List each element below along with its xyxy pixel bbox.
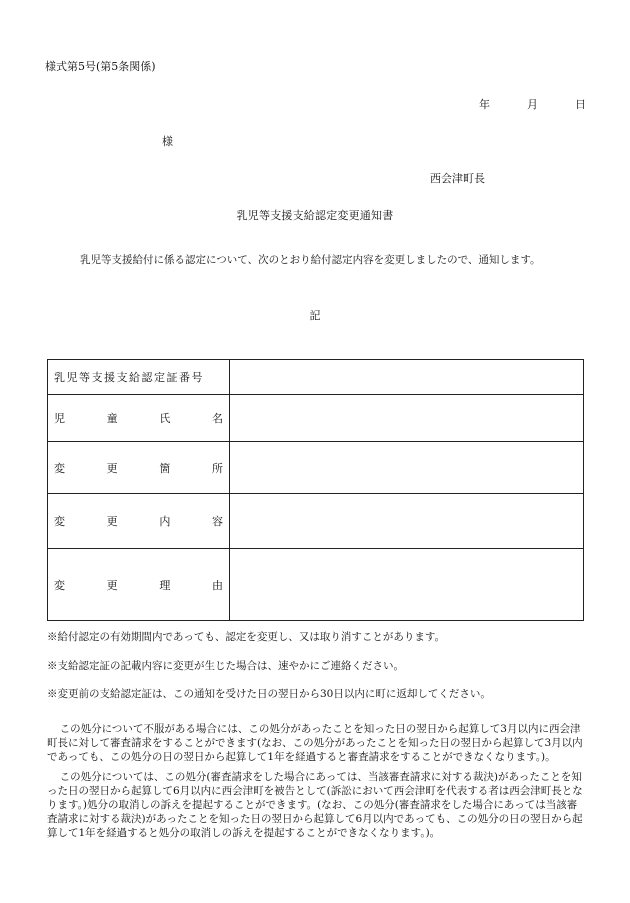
change-reason-field[interactable] (230, 549, 584, 621)
table-row (48, 395, 584, 442)
note-return: ※変更前の支給認定証は、この通知を受けた日の翌日から30日以内に町に返却してください。 (47, 688, 491, 700)
row-label-cell (48, 442, 230, 494)
appeal-review-paragraph: この処分について不服がある場合には、この処分があったことを知った日の翌日から起算して3月以内に西会津町長に対して審査請求をすることができます(なお、この処分があったことを知った日の翌日から起算して3月以内であっても、この処分の日の翌日から起算して1年を経過すると審査請求をすることができなくなります。)。 (47, 723, 583, 763)
change-content-label (54, 513, 223, 529)
label-char: 児 (54, 412, 65, 425)
note-validity: ※給付認定の有効期間内であっても、認定を変更し、又は取り消すことがあります。 (47, 631, 446, 643)
label-char: 童 (106, 412, 118, 425)
row-label-cell (48, 494, 230, 549)
sender-name: 西会津町長 (430, 172, 485, 185)
label-char: 所 (211, 461, 223, 475)
ki-heading: 記 (309, 309, 321, 322)
label-char: 変 (54, 515, 65, 528)
appeal-lawsuit-paragraph: この処分については、この処分(審査請求をした場合にあっては、当該審査請求に対する裁決)があったことを知った日の翌日から起算して6月以内に西会津町を被告として(訴訟において西会津町を代表する者は西会津町長となります。)処分の取消しの訴えを提起することができます。(なお、この処分(審査請求をした場合にあっては当該審査請求に対する裁決)があったことを知った日の翌日から起算して6月以内であっても、この処分の日の翌日から起算して1年を経過すると処分の取消しの訴えを提起することができなくなります。)。 (47, 771, 583, 839)
label-char: 変 (54, 578, 65, 592)
details-table (47, 359, 584, 621)
label-char: 箇 (159, 461, 171, 475)
row-label-cell (48, 395, 230, 442)
table-row (48, 494, 584, 549)
label-char: 内 (159, 515, 171, 528)
form-number: 様式第5号(第5条関係) (45, 60, 156, 73)
change-content-field[interactable] (230, 494, 584, 549)
label-char: 理 (159, 578, 171, 592)
change-location-label (54, 460, 223, 476)
label-char: 氏 (159, 412, 171, 425)
child-name-label (54, 410, 223, 426)
change-reason-label (54, 577, 223, 593)
child-name-field[interactable] (230, 395, 584, 442)
label-char: 更 (106, 578, 118, 592)
addressee-suffix: 様 (162, 135, 173, 148)
intro-text: 乳児等支援給付に係る認定について、次のとおり給付認定内容を変更しましたので、通知します。 (80, 254, 541, 266)
label-char: 変 (54, 461, 65, 475)
label-char: 容 (211, 515, 223, 528)
row-label-cell (48, 360, 230, 395)
table-row (48, 442, 584, 494)
date-month-label: 月 (527, 98, 538, 111)
label-char: 更 (106, 461, 118, 475)
table-row (48, 360, 584, 395)
label-char: 名 (211, 412, 223, 425)
row-label-cell (48, 549, 230, 621)
date-year-label: 年 (479, 98, 490, 111)
table-row (48, 549, 584, 621)
certificate-number-label: 乳児等支援支給認定証番号 (54, 371, 204, 384)
date-day-label: 日 (575, 98, 586, 111)
label-char: 由 (211, 578, 223, 592)
change-location-field[interactable] (230, 442, 584, 494)
note-contact: ※支給認定証の記載内容に変更が生じた場合は、速やかにご連絡ください。 (47, 660, 404, 672)
certificate-number-field[interactable] (230, 360, 584, 395)
document-title: 乳児等支援支給認定変更通知書 (236, 209, 394, 222)
label-char: 更 (106, 515, 118, 528)
